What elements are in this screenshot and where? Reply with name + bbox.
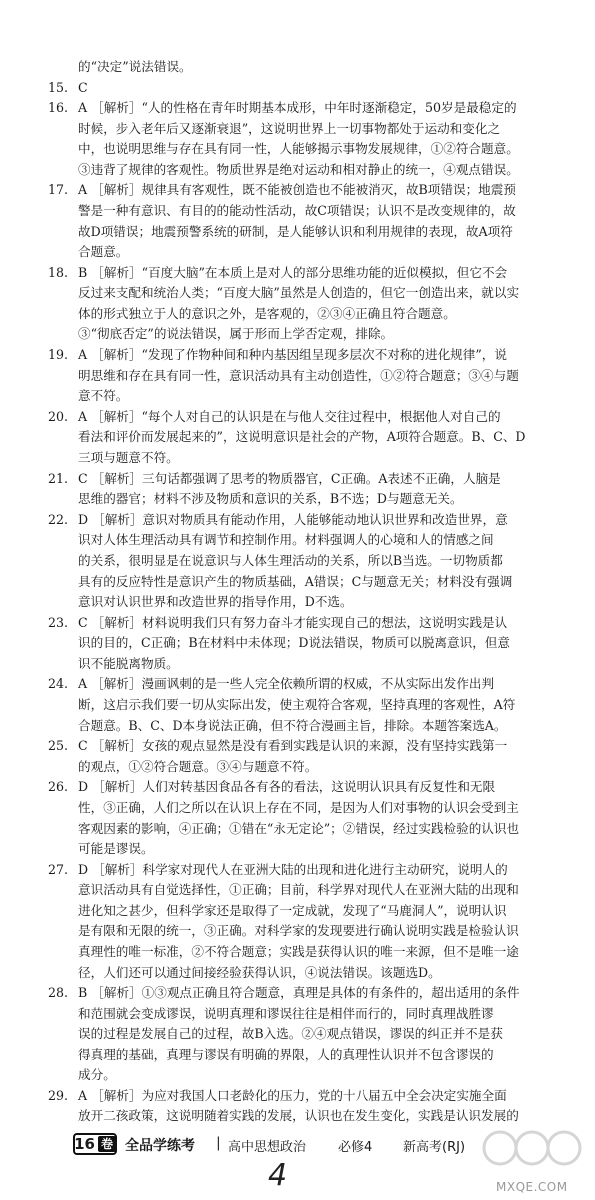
text-line: 进化知之甚少，但科学家还是取得了一定成就，发现了“马鹿洞人”，说明认识 <box>78 903 507 918</box>
question-number: 16. <box>48 100 69 115</box>
answer-line: A ［解析］“发现了作物种间和种内基因组呈现多层次不对称的进化规律”，说 <box>78 347 507 362</box>
brand-name: 全品学练考 <box>125 1138 195 1154</box>
text-line: 放开二孩政策，这说明随着实践的发展，认识也在发生变化，实践是认识发展的 <box>78 1108 519 1123</box>
answer-line: A ［解析］漫画讽刺的是一些人完全依赖所谓的权威，不从实际出发作出判 <box>78 676 495 691</box>
question-number: 26. <box>48 779 69 794</box>
text-line: 三项与题意不符。 <box>78 450 179 465</box>
answer-line: B ［解析］“百度大脑”在本质上是对人的部分思维功能的近似模拟，但它不会 <box>78 265 508 280</box>
text-line: 中，也说明思维与存在具有同一性，人能够揭示事物发展规律，①②符合题意。 <box>78 141 519 156</box>
answer-line: A ［解析］“人的性格在青年时期基本成形，中年时逐渐稳定，50岁是最稳定的 <box>78 100 517 115</box>
text-line: 径，人们还可以通过间接经验获得认识，④说法错误。该题选D。 <box>78 965 441 980</box>
answer-line: B ［解析］①③观点正确且符合题意，真理是具体的有条件的，超出适用的条件 <box>78 985 520 1000</box>
text-line: 反过来支配和统治人类；“百度大脑”虽然是人创造的，但它一创造出来，就以实 <box>78 285 520 300</box>
answer-line: A ［解析］为应对我国人口老龄化的压力，党的十八届五中全会决定实施全面 <box>78 1088 507 1103</box>
text-line: 是有限和无限的统一，③正确。对科学家的发现要进行确认说明实践是检验认识 <box>78 923 519 938</box>
text-line: 识对人体生理活动具有调节和控制作用。材料强调人的心境和人的情感之间 <box>78 532 494 547</box>
question-number: 25. <box>48 738 69 753</box>
text-line: 客观因素的影响，④正确；①错在“永无定论”；②错误，经过实践检验的认识也 <box>78 821 520 836</box>
question-number: 19. <box>48 347 69 362</box>
text-line: 具有的反应特性是意识产生的物质基础，A错误；C与题意无关；材料没有强调 <box>78 574 513 589</box>
subject-label: 高中思想政治 <box>228 1140 307 1155</box>
page-number-badge <box>73 1133 117 1155</box>
juan-label: 卷 <box>98 1136 116 1152</box>
text-line: ③“彻底否定”的说法错误，属于形而上学否定观，排除。 <box>78 326 394 341</box>
text-line: 思维的器官；材料不涉及物质和意识的关系，B不选；D与题意无关。 <box>78 491 463 506</box>
text-line: 意不符。 <box>78 388 129 403</box>
question-number: 21. <box>48 471 69 486</box>
question-number: 17. <box>48 182 69 197</box>
text-line: 时候，步入老年后又逐渐衰退”，这说明世界上一切事物都处于运动和变化之 <box>78 121 501 136</box>
answer-line: D ［解析］人们对转基因食品各有各的看法，这说明认识具有反复性和无限 <box>78 779 496 794</box>
text-line: 警是一种有意识、有目的的能动性活动，故C项错误；认识不是改变规律的，故 <box>78 203 516 218</box>
answer-line: D ［解析］科学家对现代人在亚洲大陆的出现和进化进行主动研究，说明人的 <box>78 862 508 877</box>
answer-line: A ［解析］“每个人对自己的认识是在与他人交往过程中，根据他人对自己的 <box>78 409 501 424</box>
answer-line: C <box>78 80 88 95</box>
text-line: 合题意。 <box>78 244 129 259</box>
watermark-text: MXQE.COM <box>496 1180 568 1194</box>
answer-line: C ［解析］女孩的观点显然是没有看到实践是认识的来源，没有坚持实践第一 <box>78 738 508 753</box>
text-line: 故D项错误；地震预警系统的研制，是人能够认识和利用规律的表现，故A项符 <box>78 224 513 239</box>
module-label: 必修4 <box>338 1140 373 1155</box>
question-number: 27. <box>48 862 69 877</box>
text-line: 性，③正确，人们之所以在认识上存在不同，是因为人们对事物的认识会受到主 <box>78 800 519 815</box>
answer-line: C ［解析］三句话都强调了思考的物质器官，C正确。A表述不正确，人脑是 <box>78 471 501 486</box>
text-line: 得真理的基础，真理与谬误有明确的界限，人的真理性认识并不包含谬误的 <box>78 1047 494 1062</box>
question-number: 29. <box>48 1088 69 1103</box>
answer-line: A ［解析］规律具有客观性，既不能被创造也不能被消灭，故B项错误；地震预 <box>78 182 516 197</box>
text-line: 的观点，①②符合题意。③④与题意不符。 <box>78 759 318 774</box>
footer-separator: | <box>216 1135 221 1151</box>
handwritten-mark: 4 <box>268 1158 288 1193</box>
question-number: 22. <box>48 512 69 527</box>
text-line: 的关系，很明显是在说意识与人体生理活动的关系，所以B当选。一切物质都 <box>78 553 503 568</box>
page-number: 16 <box>74 1135 95 1153</box>
answer-line: C ［解析］材料说明我们只有努力奋斗才能实现自己的想法，这说明实践是认 <box>78 615 508 630</box>
text-line: 看法和评价而发展起来的”，这说明意识是社会的产物，A项符合题意。B、C、D <box>78 429 526 444</box>
question-number: 28. <box>48 985 69 1000</box>
question-number: 18. <box>48 265 69 280</box>
text-line: 的“决定”说法错误。 <box>78 59 192 74</box>
text-line: 体的形式独立于人的意识之外，是客观的，②③④正确且符合题意。 <box>78 306 456 321</box>
text-line: 可能是谬误。 <box>78 841 154 856</box>
question-number: 15. <box>48 80 69 95</box>
edition-label: 新高考(RJ) <box>403 1140 466 1155</box>
text-line: 合题意。B、C、D本身说法正确，但不符合漫画主旨，排除。本题答案选A。 <box>78 718 507 733</box>
text-line: ③违背了规律的客观性。物质世界是绝对运动和相对静止的统一，④观点错误。 <box>78 162 519 177</box>
question-number: 20. <box>48 409 69 424</box>
text-line: 意识活动具有自觉选择性，①正确；目前，科学界对现代人在亚洲大陆的出现和 <box>78 882 519 897</box>
text-line: 和范围就会变成谬误，说明真理和谬误往往是相伴而行的，同时真理战胜谬 <box>78 1006 494 1021</box>
question-number: 23. <box>48 615 69 630</box>
text-line: 成分。 <box>78 1067 116 1082</box>
text-line: 明思维和存在具有同一性，意识活动具有主动创造性，①②符合题意；③④与题 <box>78 368 519 383</box>
text-line: 识的目的，C正确；B在材料中未体现；D说法错误，物质可以脱离意识，但意 <box>78 635 510 650</box>
text-line: 误的过程是发展自己的过程，故B入选。②④观点错误，谬误的纠正并不是获 <box>78 1026 503 1041</box>
text-line: 断，这启示我们要一切从实际出发，使主观符合客观，坚持真理的客观性，A符 <box>78 697 516 712</box>
question-number: 24. <box>48 676 69 691</box>
text-line: 意识对认识世界和改造世界的指导作用，D不选。 <box>78 594 353 609</box>
answer-line: D ［解析］意识对物质具有能动作用，人能够能动地认识世界和改造世界，意 <box>78 512 508 527</box>
text-line: 真理性的唯一标准，②不符合题意；实践是获得认识的唯一来源，但不是唯一途 <box>78 944 519 959</box>
text-line: 识不能脱离物质。 <box>78 656 179 671</box>
